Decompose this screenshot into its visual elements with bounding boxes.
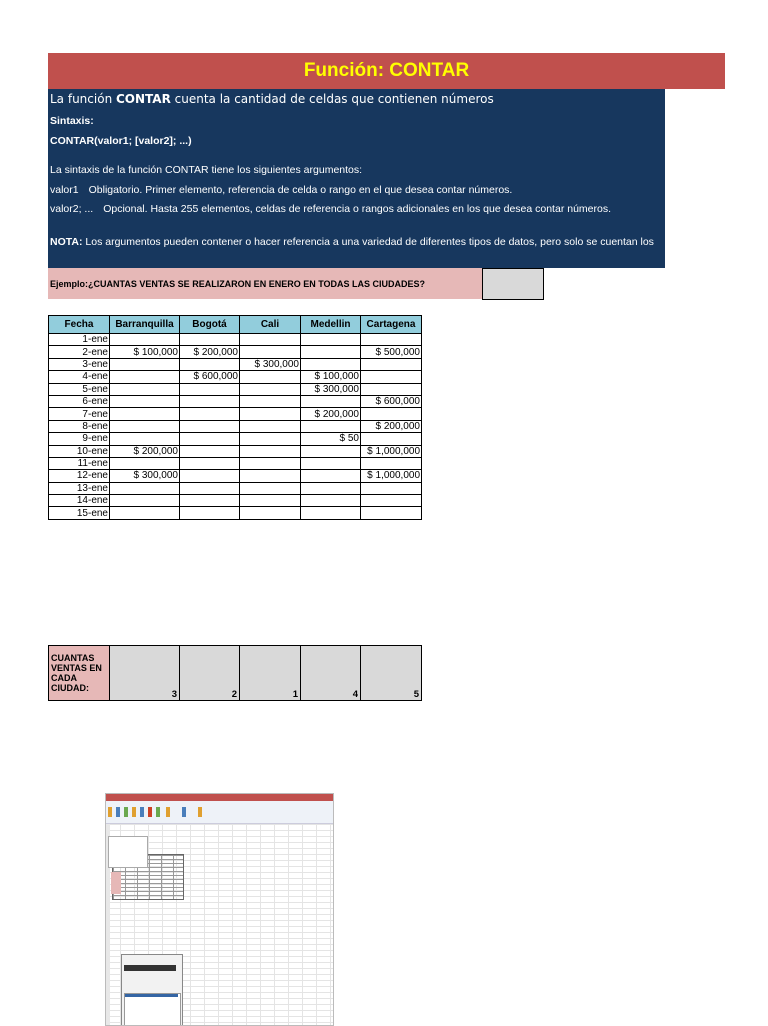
syntax-text: CONTAR(valor1; [valor2]; ...) bbox=[50, 135, 192, 147]
table-row bbox=[49, 395, 422, 407]
sales-cell[interactable] bbox=[110, 433, 180, 445]
table-row bbox=[49, 358, 422, 370]
date-cell[interactable]: 12-ene bbox=[49, 470, 110, 482]
date-cell[interactable]: 7-ene bbox=[49, 408, 110, 420]
note-label: NOTA: bbox=[50, 236, 83, 248]
summary-table bbox=[48, 645, 422, 701]
sales-cell[interactable] bbox=[240, 395, 301, 407]
column-header: Bogotá bbox=[180, 316, 240, 334]
table-row bbox=[49, 334, 422, 346]
sales-cell[interactable] bbox=[180, 482, 240, 494]
date-cell[interactable]: 5-ene bbox=[49, 383, 110, 395]
table-row bbox=[49, 507, 422, 519]
sales-cell[interactable]: $ 300,000 bbox=[301, 383, 361, 395]
thumbnail-dialog bbox=[121, 954, 183, 1026]
page-title: Función: CONTAR bbox=[48, 53, 725, 89]
sales-cell[interactable] bbox=[301, 470, 361, 482]
sales-cell[interactable]: $ 100,000 bbox=[110, 346, 180, 358]
sales-cell[interactable]: $ 500,000 bbox=[361, 346, 422, 358]
arg2-desc: Opcional. Hasta 255 elementos, celdas de referencia o rangos adicionales en los que desea contar números. bbox=[103, 203, 611, 215]
table-row bbox=[49, 383, 422, 395]
sales-cell[interactable] bbox=[180, 457, 240, 469]
column-header: Medellin bbox=[301, 316, 361, 334]
sales-cell[interactable]: $ 1,000,000 bbox=[361, 445, 422, 457]
sales-cell[interactable] bbox=[180, 408, 240, 420]
sales-cell[interactable] bbox=[110, 457, 180, 469]
example-question-text: ¿CUANTAS VENTAS SE REALIZARON EN ENERO EN TODAS LAS CIUDADES? bbox=[88, 278, 426, 289]
sales-cell[interactable] bbox=[110, 334, 180, 346]
sales-cell[interactable]: $ 1,000,000 bbox=[361, 470, 422, 482]
sales-cell[interactable] bbox=[180, 395, 240, 407]
sales-cell[interactable]: $ 200,000 bbox=[361, 420, 422, 432]
table-row bbox=[49, 470, 422, 482]
thumbnail-menu bbox=[108, 836, 148, 868]
sales-cell[interactable] bbox=[301, 358, 361, 370]
sales-cell[interactable] bbox=[240, 457, 301, 469]
note-text: Los argumentos pueden contener o hacer referencia a una variedad de diferentes tipos de datos, pero solo se cuentan los bbox=[82, 236, 654, 248]
sales-cell[interactable]: $ 200,000 bbox=[110, 445, 180, 457]
sales-cell[interactable] bbox=[240, 507, 301, 519]
answer-cell[interactable] bbox=[482, 268, 544, 300]
syntax-label: Sintaxis: bbox=[50, 115, 94, 127]
count-cell[interactable]: 4 bbox=[301, 646, 361, 701]
table-row bbox=[49, 457, 422, 469]
date-cell[interactable]: 1-ene bbox=[49, 334, 110, 346]
example-question bbox=[48, 268, 482, 299]
column-header: Fecha bbox=[49, 316, 110, 334]
sales-cell[interactable] bbox=[240, 445, 301, 457]
table-body bbox=[49, 334, 422, 520]
sales-cell[interactable] bbox=[110, 383, 180, 395]
sales-cell[interactable] bbox=[180, 334, 240, 346]
intro-prefix: La función bbox=[50, 92, 116, 106]
table-row bbox=[49, 346, 422, 358]
sales-cell[interactable] bbox=[110, 420, 180, 432]
table-row bbox=[49, 445, 422, 457]
date-cell[interactable]: 14-ene bbox=[49, 495, 110, 507]
sales-cell[interactable]: $ 100,000 bbox=[301, 371, 361, 383]
sales-cell[interactable] bbox=[361, 495, 422, 507]
sales-cell[interactable] bbox=[240, 346, 301, 358]
sales-cell[interactable] bbox=[110, 482, 180, 494]
sales-cell[interactable] bbox=[301, 346, 361, 358]
date-cell[interactable]: 13-ene bbox=[49, 482, 110, 494]
sales-cell[interactable] bbox=[361, 457, 422, 469]
sales-cell[interactable] bbox=[240, 433, 301, 445]
table-row bbox=[49, 371, 422, 383]
date-cell[interactable]: 10-ene bbox=[49, 445, 110, 457]
sales-cell[interactable] bbox=[110, 408, 180, 420]
sales-cell[interactable] bbox=[361, 334, 422, 346]
sales-cell[interactable] bbox=[240, 383, 301, 395]
date-cell[interactable]: 6-ene bbox=[49, 395, 110, 407]
info-panel bbox=[48, 89, 665, 268]
sales-cell[interactable] bbox=[110, 495, 180, 507]
table-row bbox=[49, 408, 422, 420]
example-label: Ejemplo: bbox=[50, 278, 89, 289]
date-cell[interactable]: 4-ene bbox=[49, 371, 110, 383]
sales-cell[interactable] bbox=[180, 495, 240, 507]
date-cell[interactable]: 11-ene bbox=[49, 457, 110, 469]
excel-screenshot-thumbnail bbox=[105, 793, 334, 1026]
sales-cell[interactable]: $ 600,000 bbox=[361, 395, 422, 407]
sales-cell[interactable]: $ 50 bbox=[301, 433, 361, 445]
sales-cell[interactable] bbox=[110, 507, 180, 519]
sales-cell[interactable] bbox=[240, 495, 301, 507]
sales-cell[interactable] bbox=[301, 457, 361, 469]
sales-cell[interactable]: $ 200,000 bbox=[180, 346, 240, 358]
sales-cell[interactable] bbox=[180, 433, 240, 445]
sales-cell[interactable]: $ 300,000 bbox=[240, 358, 301, 370]
sales-cell[interactable] bbox=[361, 408, 422, 420]
count-cell[interactable]: 3 bbox=[110, 646, 180, 701]
sales-cell[interactable] bbox=[180, 507, 240, 519]
arg2-name: valor2; ... bbox=[50, 203, 94, 215]
table-row bbox=[49, 433, 422, 445]
sales-cell[interactable] bbox=[180, 470, 240, 482]
summary-label: CUANTAS VENTAS EN CADA CIUDAD: bbox=[49, 646, 110, 701]
count-cell[interactable]: 5 bbox=[361, 646, 422, 701]
sales-cell[interactable] bbox=[301, 395, 361, 407]
thumbnail-ribbon bbox=[106, 801, 333, 824]
thumbnail-title-bar bbox=[106, 794, 333, 801]
sales-cell[interactable] bbox=[301, 334, 361, 346]
intro-suffix: cuenta la cantidad de celdas que contienen números bbox=[170, 92, 494, 106]
sales-table bbox=[48, 315, 422, 520]
sales-cell[interactable] bbox=[110, 371, 180, 383]
sales-cell[interactable] bbox=[180, 383, 240, 395]
sales-cell[interactable]: $ 300,000 bbox=[110, 470, 180, 482]
date-cell[interactable]: 15-ene bbox=[49, 507, 110, 519]
date-cell[interactable]: 8-ene bbox=[49, 420, 110, 432]
arg1-name: valor1 bbox=[50, 184, 79, 196]
count-cell[interactable]: 2 bbox=[180, 646, 240, 701]
date-cell[interactable]: 2-ene bbox=[49, 346, 110, 358]
sales-cell[interactable]: $ 200,000 bbox=[301, 408, 361, 420]
sales-cell[interactable] bbox=[240, 334, 301, 346]
date-cell[interactable]: 9-ene bbox=[49, 433, 110, 445]
table-row bbox=[49, 482, 422, 494]
sales-cell[interactable] bbox=[361, 433, 422, 445]
sales-cell[interactable] bbox=[301, 445, 361, 457]
sales-cell[interactable]: $ 600,000 bbox=[180, 371, 240, 383]
column-header: Barranquilla bbox=[110, 316, 180, 334]
sales-cell[interactable] bbox=[361, 358, 422, 370]
sales-cell[interactable] bbox=[361, 371, 422, 383]
sales-cell[interactable] bbox=[240, 470, 301, 482]
intro-text bbox=[50, 92, 494, 106]
sales-cell[interactable] bbox=[301, 482, 361, 494]
sales-cell[interactable] bbox=[240, 420, 301, 432]
sales-cell[interactable] bbox=[301, 507, 361, 519]
table-row bbox=[49, 420, 422, 432]
arg1-desc: Obligatorio. Primer elemento, referencia de celda o rango en el que desea contar números. bbox=[88, 184, 513, 196]
sales-cell[interactable] bbox=[240, 371, 301, 383]
thumbnail-summary-cell bbox=[111, 872, 121, 894]
sales-cell[interactable] bbox=[361, 383, 422, 395]
sales-cell[interactable] bbox=[110, 395, 180, 407]
table-row bbox=[49, 495, 422, 507]
sales-cell[interactable] bbox=[240, 408, 301, 420]
column-header: Cali bbox=[240, 316, 301, 334]
sales-cell[interactable] bbox=[180, 420, 240, 432]
args-intro: La sintaxis de la función CONTAR tiene los siguientes argumentos: bbox=[50, 164, 363, 176]
sales-cell[interactable] bbox=[240, 482, 301, 494]
sales-cell[interactable] bbox=[180, 358, 240, 370]
intro-function-name: CONTAR bbox=[115, 92, 171, 106]
column-header: Cartagena bbox=[361, 316, 422, 334]
sales-cell[interactable] bbox=[361, 482, 422, 494]
sales-cell[interactable] bbox=[110, 358, 180, 370]
count-cell[interactable]: 1 bbox=[240, 646, 301, 701]
date-cell[interactable]: 3-ene bbox=[49, 358, 110, 370]
sales-cell[interactable] bbox=[301, 495, 361, 507]
table-header-row bbox=[49, 316, 422, 334]
summary-row bbox=[49, 646, 422, 701]
sales-cell[interactable] bbox=[301, 420, 361, 432]
sales-cell[interactable] bbox=[180, 445, 240, 457]
sales-cell[interactable] bbox=[361, 507, 422, 519]
